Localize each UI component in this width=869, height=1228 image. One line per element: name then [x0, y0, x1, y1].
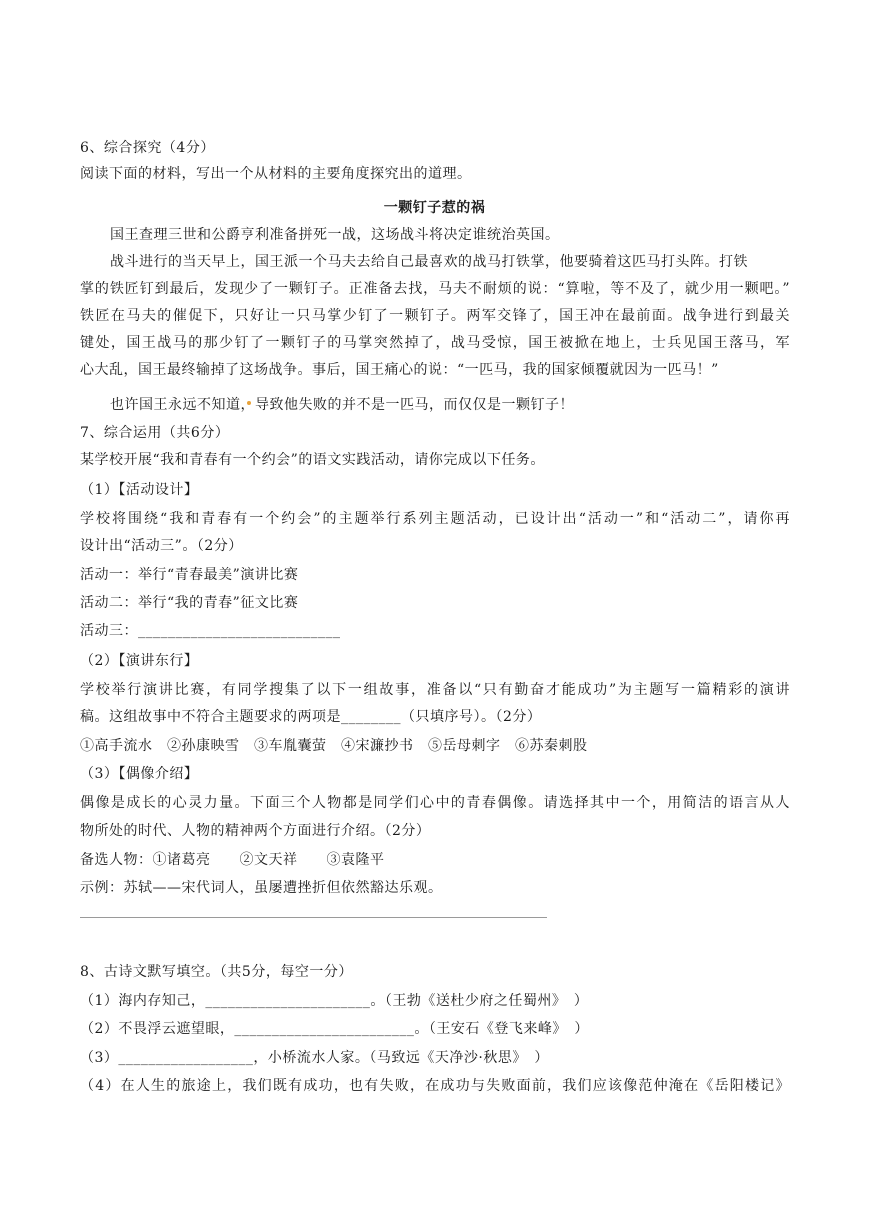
- task-2-text-line-2: 稿。这组故事中不符合主题要求的两项是________（只填序号）。（2分）: [80, 709, 542, 725]
- fill-blank-1: （1）海内存知己，______________________。（王勃《送杜少府之任蜀州》 ）: [80, 993, 589, 1009]
- story-paragraph-2-line-1: 战斗进行的当天早上，国王派一个马夫去给自己最喜欢的战马打铁掌，他要骑着这匹马打头阵。打铁: [110, 254, 748, 270]
- story-paragraph-2-line-3: 铁匠在马夫的催促下，只好让一只马掌少钉了一颗钉子。两军交锋了，国王冲在最前面。战争进行到最关: [80, 308, 790, 324]
- task-1-text-line-1: 学校将围绕“我和青春有一个约会”的主题举行系列主题活动，已设计出“活动一”和“活动二”，请你再: [80, 511, 790, 527]
- story-title: 一颗钉子惹的祸: [383, 200, 486, 216]
- question-8-heading: 8、古诗文默写填空。（共5分，每空一分）: [80, 964, 353, 980]
- fill-blank-2: （2）不畏浮云遮望眼，________________________。（王安石《登飞来峰》 ）: [80, 1021, 589, 1037]
- task-3-candidates: 备选人物：①诸葛亮 ②文天祥 ③袁隆平: [80, 852, 385, 868]
- task-2-text-line-1: 学校举行演讲比赛，有同学搜集了以下一组故事，准备以“只有勤奋才能成功”为主题写一篇精彩的演讲: [80, 682, 790, 698]
- question-7-intro: 某学校开展“我和青春有一个约会”的语文实践活动，请你完成以下任务。: [80, 452, 545, 468]
- task-3-text-line-2: 物所处的时代、人物的精神两个方面进行介绍。（2分）: [80, 823, 431, 839]
- question-6-heading: 6、综合探究（4分）: [80, 140, 215, 156]
- story-paragraph-2-line-2: 掌的铁匠钉到最后，发现少了一颗钉子。正准备去找，马夫不耐烦的说：“算啦，等不及了，就少用一颗吧。”: [80, 281, 790, 297]
- task-1-heading: （1）【活动设计】: [80, 482, 199, 498]
- story-paragraph-1: 国王查理三世和公爵亨利准备拼死一战，这场战斗将决定谁统治英国。: [110, 227, 560, 243]
- activity-2: 活动二：举行“我的青春”征文比赛: [80, 595, 299, 611]
- fill-blank-4: （4）在人生的旅途上，我们既有成功，也有失败，在成功与失败面前，我们应该像范仲淹在《岳阳楼记》: [80, 1078, 790, 1094]
- story-paragraph-3: 也许国王永远不知道，导致他失败的并不是一匹马，而仅仅是一颗钉子！: [110, 397, 574, 413]
- task-3-text-line-1: 偶像是成长的心灵力量。下面三个人物都是同学们心中的青春偶像。请选择其中一个，用简洁的语言从人: [80, 795, 790, 811]
- story-paragraph-2-line-4: 键处，国王战马的那少钉了一颗钉子的马掌突然掉了，战马受惊，国王被掀在地上，士兵见国王落马，军: [80, 335, 790, 351]
- task-3-heading: （3）【偶像介绍】: [80, 766, 199, 782]
- story-paragraph-2-line-5: 心大乱，国王最终输掉了这场战争。事后，国王痛心的说：“一匹马，我的国家倾覆就因为一匹马！”: [80, 362, 719, 378]
- activity-1: 活动一：举行“青春最美”演讲比赛: [80, 567, 299, 583]
- fill-blank-3: （3）__________________，小桥流水人家。（马致远《天净沙·秋思》 ）: [80, 1050, 549, 1066]
- activity-3-blank: 活动三：___________________________: [80, 623, 341, 639]
- task-1-text-line-2: 设计出“活动三”。（2分）: [80, 538, 243, 554]
- task-2-heading: （2）【演讲东行】: [80, 653, 199, 669]
- question-7-heading: 7、综合运用（共6分）: [80, 425, 230, 441]
- question-6-instruction: 阅读下面的材料，写出一个从材料的主要角度探究出的道理。: [80, 166, 472, 182]
- task-3-example: 示例：苏轼——宋代词人，虽屡遭挫折但依然豁达乐观。: [80, 880, 443, 896]
- answer-line: [80, 917, 547, 918]
- task-2-options: ①高手流水 ②孙康映雪 ③车胤囊萤 ④宋濂抄书 ⑤岳母刺字 ⑥苏秦刺股: [80, 738, 588, 754]
